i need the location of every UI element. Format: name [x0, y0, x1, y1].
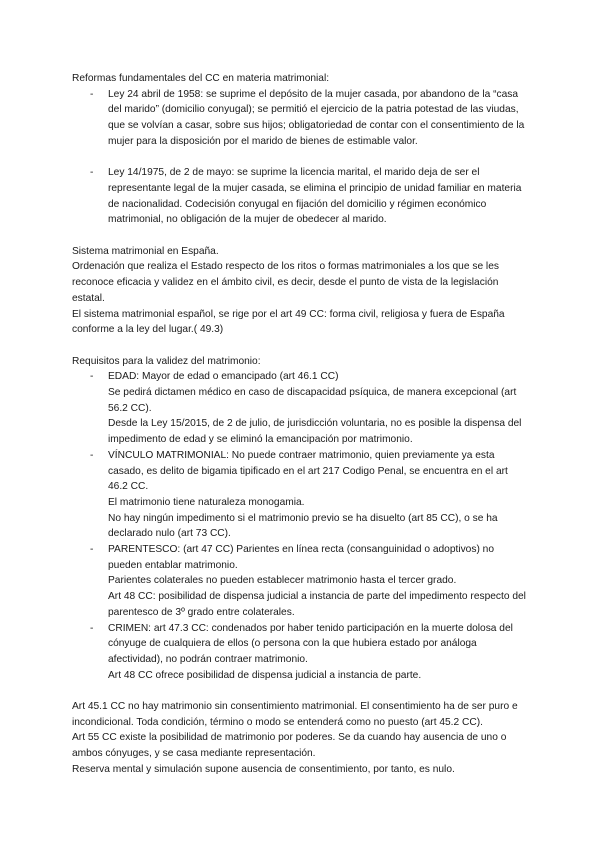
- document-body: [72, 71, 528, 778]
- consentimiento-paragraph: Art 45.1 CC no hay matrimonio sin consentimiento matrimonial. El consentimiento ha de ser puro e incondicional. Toda condición, término o modo se entenderá como no puesto (art 45.2 CC).: [72, 701, 518, 728]
- requisito-edad: [72, 369, 528, 448]
- requisito-vinculo-line-1: El matrimonio tiene naturaleza monogamia.: [108, 496, 305, 508]
- sistema-paragraph-2: El sistema matrimonial español, se rige por el art 49 CC: forma civil, religiosa y fuera de España conforme a la ley del lugar.( 49.3): [72, 308, 505, 336]
- reforma-ley-1975-text: Ley 14/1975, de 2 de mayo: se suprime la licencia marital, el marido deja de ser el representante legal de la mujer casada, se elimina el principio de unidad familiar en materia de nacionalidad. Codecisión conyugal en fijación del domicilio y régimen económico matrimonial, no obligación de la mujer de obedecer al marido.: [108, 167, 522, 226]
- requisito-parentesco-line-2: Art 48 CC: posibilidad de dispensa judicial a instancia de parte del impedimento respecto del parentesco de 3º grado entre colaterales.: [108, 591, 526, 618]
- sistema-heading: Sistema matrimonial en España.: [72, 245, 219, 257]
- spacer: [72, 228, 528, 244]
- reserva-mental-paragraph: Reserva mental y simulación supone ausencia de consentimiento, por tanto, es nulo.: [72, 763, 455, 775]
- requisito-crimen-line-1: Art 48 CC ofrece posibilidad de dispensa judicial a instancia de parte.: [108, 669, 422, 681]
- spacer: [72, 683, 528, 699]
- reforma-ley-1958: [72, 87, 528, 150]
- requisito-vinculo-line-2: No hay ningún impedimento si el matrimonio previo se ha disuelto (art 85 CC), o se ha declarado nulo (art 73 CC).: [108, 512, 498, 540]
- requisitos-list: [72, 369, 528, 683]
- requisito-parentesco-line-1: Parientes colaterales no pueden establecer matrimonio hasta el tercer grado.: [108, 575, 457, 587]
- requisito-parentesco-title: - PARENTESCO: (art 47 CC) Parientes en línea recta (consanguinidad o adoptivos) no pueden entablar matrimonio.: [108, 544, 494, 571]
- reforma-ley-1975: [72, 165, 528, 228]
- spacer: [72, 338, 528, 354]
- reforma-ley-1958-text: Ley 24 abril de 1958: se suprime el depósito de la mujer casada, por abandono de la “casa del marido” (domicilio conyugal); se permitió el ejercicio de la patria potestad de las viudas, que se volvían a casar, sobre sus hijos; obligatoriedad de contar con el consentimiento de la mujer para la disposición por el marido de bienes de estimable valor.: [108, 88, 525, 147]
- requisito-edad-line-1: Se pedirá dictamen médico en caso de discapacidad psíquica, de manera excepcional (art 56.2 CC).: [108, 387, 517, 414]
- reformas-list: [72, 87, 528, 228]
- sistema-paragraph-1: Ordenación que realiza el Estado respecto de los ritos o formas matrimoniales a los que se les reconoce eficacia y validez en el ámbito civil, es decir, desde el punto de vista de la legislación estatal.: [72, 261, 499, 304]
- requisito-vinculo-title: - VÍNCULO MATRIMONIAL: No puede contraer matrimonio, quien previamente ya esta casado, es delito de bigamia tipificado en el art 217 Codigo Penal, se encuentra en el art 46.2 CC.: [108, 449, 508, 493]
- poderes-paragraph: Art 55 CC existe la posibilidad de matrimonio por poderes. Se da cuando hay ausencia de uno o ambos cónyuges, y se casa mediante representación.: [72, 732, 507, 760]
- requisitos-heading: Requisitos para la validez del matrimonio:: [72, 355, 261, 367]
- requisito-crimen: [72, 621, 528, 684]
- requisito-crimen-title: - CRIMEN: art 47.3 CC: condenados por haber tenido participación en la muerte dolosa del cónyuge de cualquiera de ellos (o persona con la que hubiera estado por análoga afectividad), no podrán contraer matrimonio.: [108, 622, 513, 665]
- reformas-heading: Reformas fundamentales del CC en materia matrimonial:: [72, 73, 330, 84]
- requisito-edad-title: - EDAD: Mayor de edad o emancipado (art 46.1 CC): [108, 371, 339, 383]
- requisito-parentesco: [72, 542, 528, 621]
- requisito-vinculo: [72, 448, 528, 542]
- requisito-edad-line-2: Desde la Ley 15/2015, de 2 de julio, de jurisdicción voluntaria, no es posible la dispensa del impedimento de edad y se eliminó la emancipación por matrimonio.: [108, 418, 522, 446]
